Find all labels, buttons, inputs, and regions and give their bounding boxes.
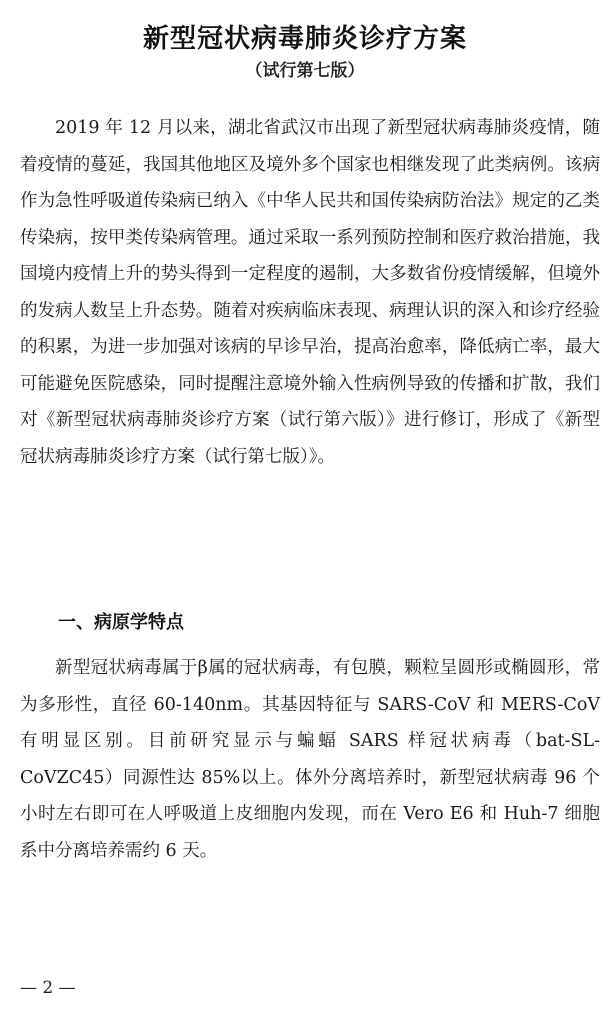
section-paragraph: 新型冠状病毒属于β属的冠状病毒，有包膜，颗粒呈圆形或椭圆形，常为多形性，直径 60-140nm。其基因特征与 SARS-CoV 和 MERS-CoV 有明显区别。目前研究显示与蝙蝠 SARS 样冠状病毒（bat-SL-CoVZC45）同源性达 85%以上。体外分离培养时，新型冠状病毒 96 个小时左右即可在人呼吸道上皮细胞内发现，而在 Vero E6 和 Huh-7 细胞系中分离培养需约 6 天。 [20, 658, 600, 861]
intro-paragraph: 2019 年 12 月以来，湖北省武汉市出现了新型冠状病毒肺炎疫情，随着疫情的蔓延，我国其他地区及境外多个国家也相继发现了此类病例。该病作为急性呼吸道传染病已纳入《中华人民共和国传染病防治法》规定的乙类传染病，按甲类传染病管理。通过采取一系列预防控制和医疗救治措施，我国境内疫情上升的势头得到一定程度的遏制，大多数省份疫情缓解，但境外的发病人数呈上升态势。随着对疾病临床表现、病理认识的深入和诊疗经验的积累，为进一步加强对该病的早诊早治，提高治愈率，降低病亡率，最大可能避免医院感染，同时提醒注意境外输入性病例导致的传播和扩散，我们对《新型冠状病毒肺炎诊疗方案（试行第六版）》进行修订，形成了《新型冠状病毒肺炎诊疗方案（试行第七版）》。 [20, 118, 600, 467]
document-title: 新型冠状病毒肺炎诊疗方案 [142, 24, 467, 54]
document-subtitle: （试行第七版） [245, 61, 365, 81]
page-number: — 2 — [20, 978, 76, 998]
section-heading: 一、病原学特点 [58, 612, 184, 633]
